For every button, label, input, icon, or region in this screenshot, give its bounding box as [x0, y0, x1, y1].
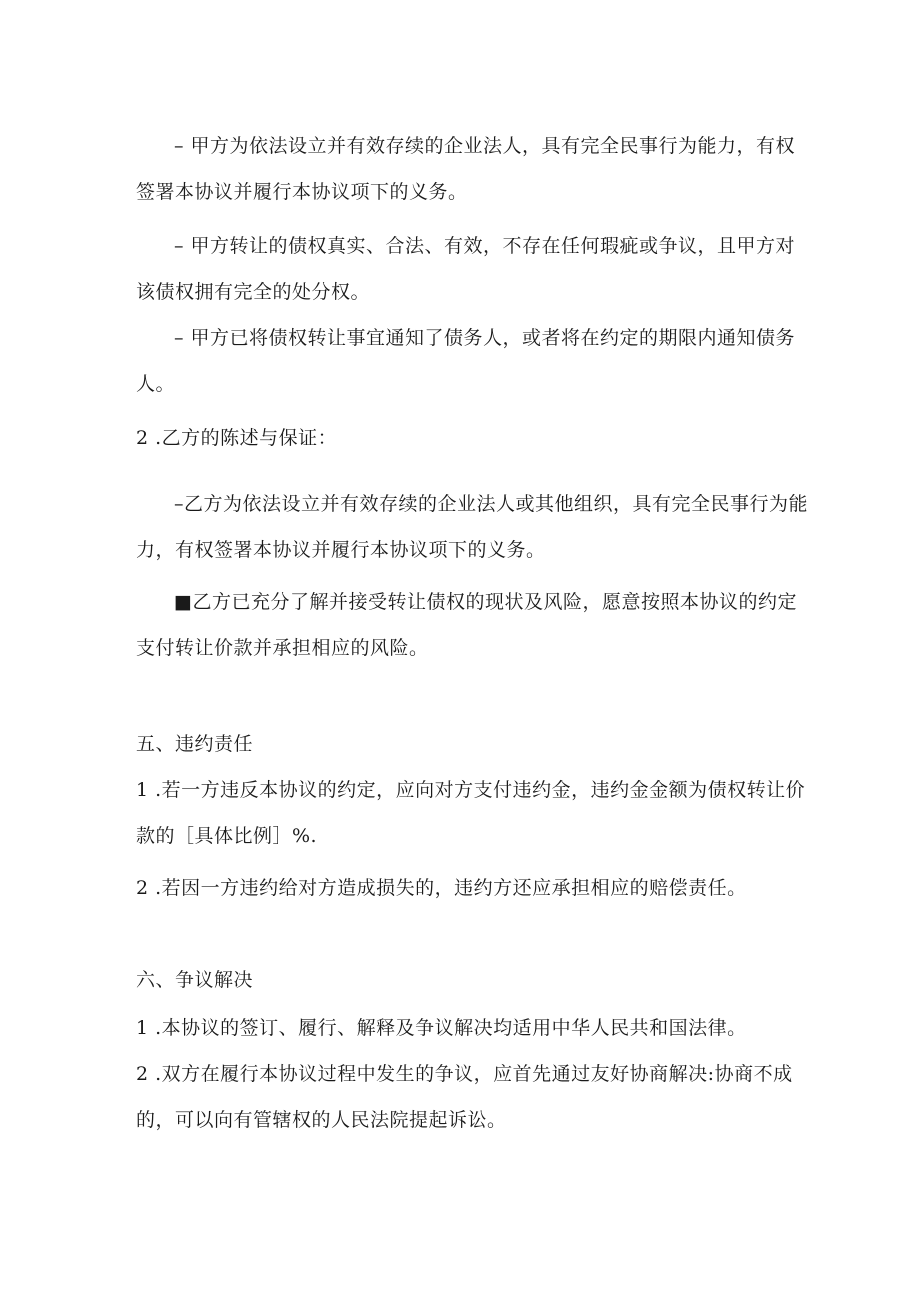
breach-clause-1-line-1: 1 .若一方违反本协议的约定，应向对方支付违约金，违约金金额为债权转让价 — [136, 779, 806, 801]
section-heading-dispute: 六、争议解决 — [136, 969, 254, 991]
breach-clause-2: 2 .若因一方违约给对方造成损失的，违约方还应承担相应的赔偿责任。 — [136, 877, 747, 899]
party-b-warranty-1-line-2: 力，有权签署本协议并履行本协议项下的义务。 — [136, 539, 546, 561]
party-b-warranty-2-line-2: 支付转让价款并承担相应的风险。 — [136, 637, 429, 659]
dispute-clause-1: 1 .本协议的签订、履行、解释及争议解决均适用中华人民共和国法律。 — [136, 1017, 747, 1039]
breach-clause-1-line-2: 款的［具体比例］%. — [136, 825, 318, 847]
party-a-warranty-2-line-2: 该债权拥有完全的处分权。 — [136, 281, 371, 303]
dispute-clause-2-line-2: 的，可以向有管辖权的人民法院提起诉讼。 — [136, 1109, 507, 1131]
party-b-warranty-1-line-1: –乙方为依法设立并有效存续的企业法人或其他组织，具有完全民事行为能 — [174, 493, 809, 515]
party-b-warranty-2-line-1: ■乙方已充分了解并接受转让债权的现状及风险，愿意按照本协议的约定 — [174, 591, 797, 613]
party-a-warranty-3-line-1: – 甲方已将债权转让事宜通知了债务人，或者将在约定的期限内通知债务 — [174, 327, 796, 349]
party-a-warranty-1-line-2: 签署本协议并履行本协议项下的义务。 — [136, 181, 468, 203]
party-a-warranty-1-line-1: – 甲方为依法设立并有效存续的企业法人，具有完全民事行为能力，有权 — [174, 135, 796, 157]
party-b-warranty-heading: 2 .乙方的陈述与保证： — [136, 427, 338, 449]
dispute-clause-2-line-1: 2 .双方在履行本协议过程中发生的争议，应首先通过友好协商解决:协商不成 — [136, 1063, 793, 1085]
party-a-warranty-3-line-2: 人。 — [136, 373, 176, 395]
party-a-warranty-2-line-1: – 甲方转让的债权真实、合法、有效，不存在任何瑕疵或争议，且甲方对 — [174, 235, 796, 257]
section-heading-breach: 五、违约责任 — [136, 733, 254, 755]
